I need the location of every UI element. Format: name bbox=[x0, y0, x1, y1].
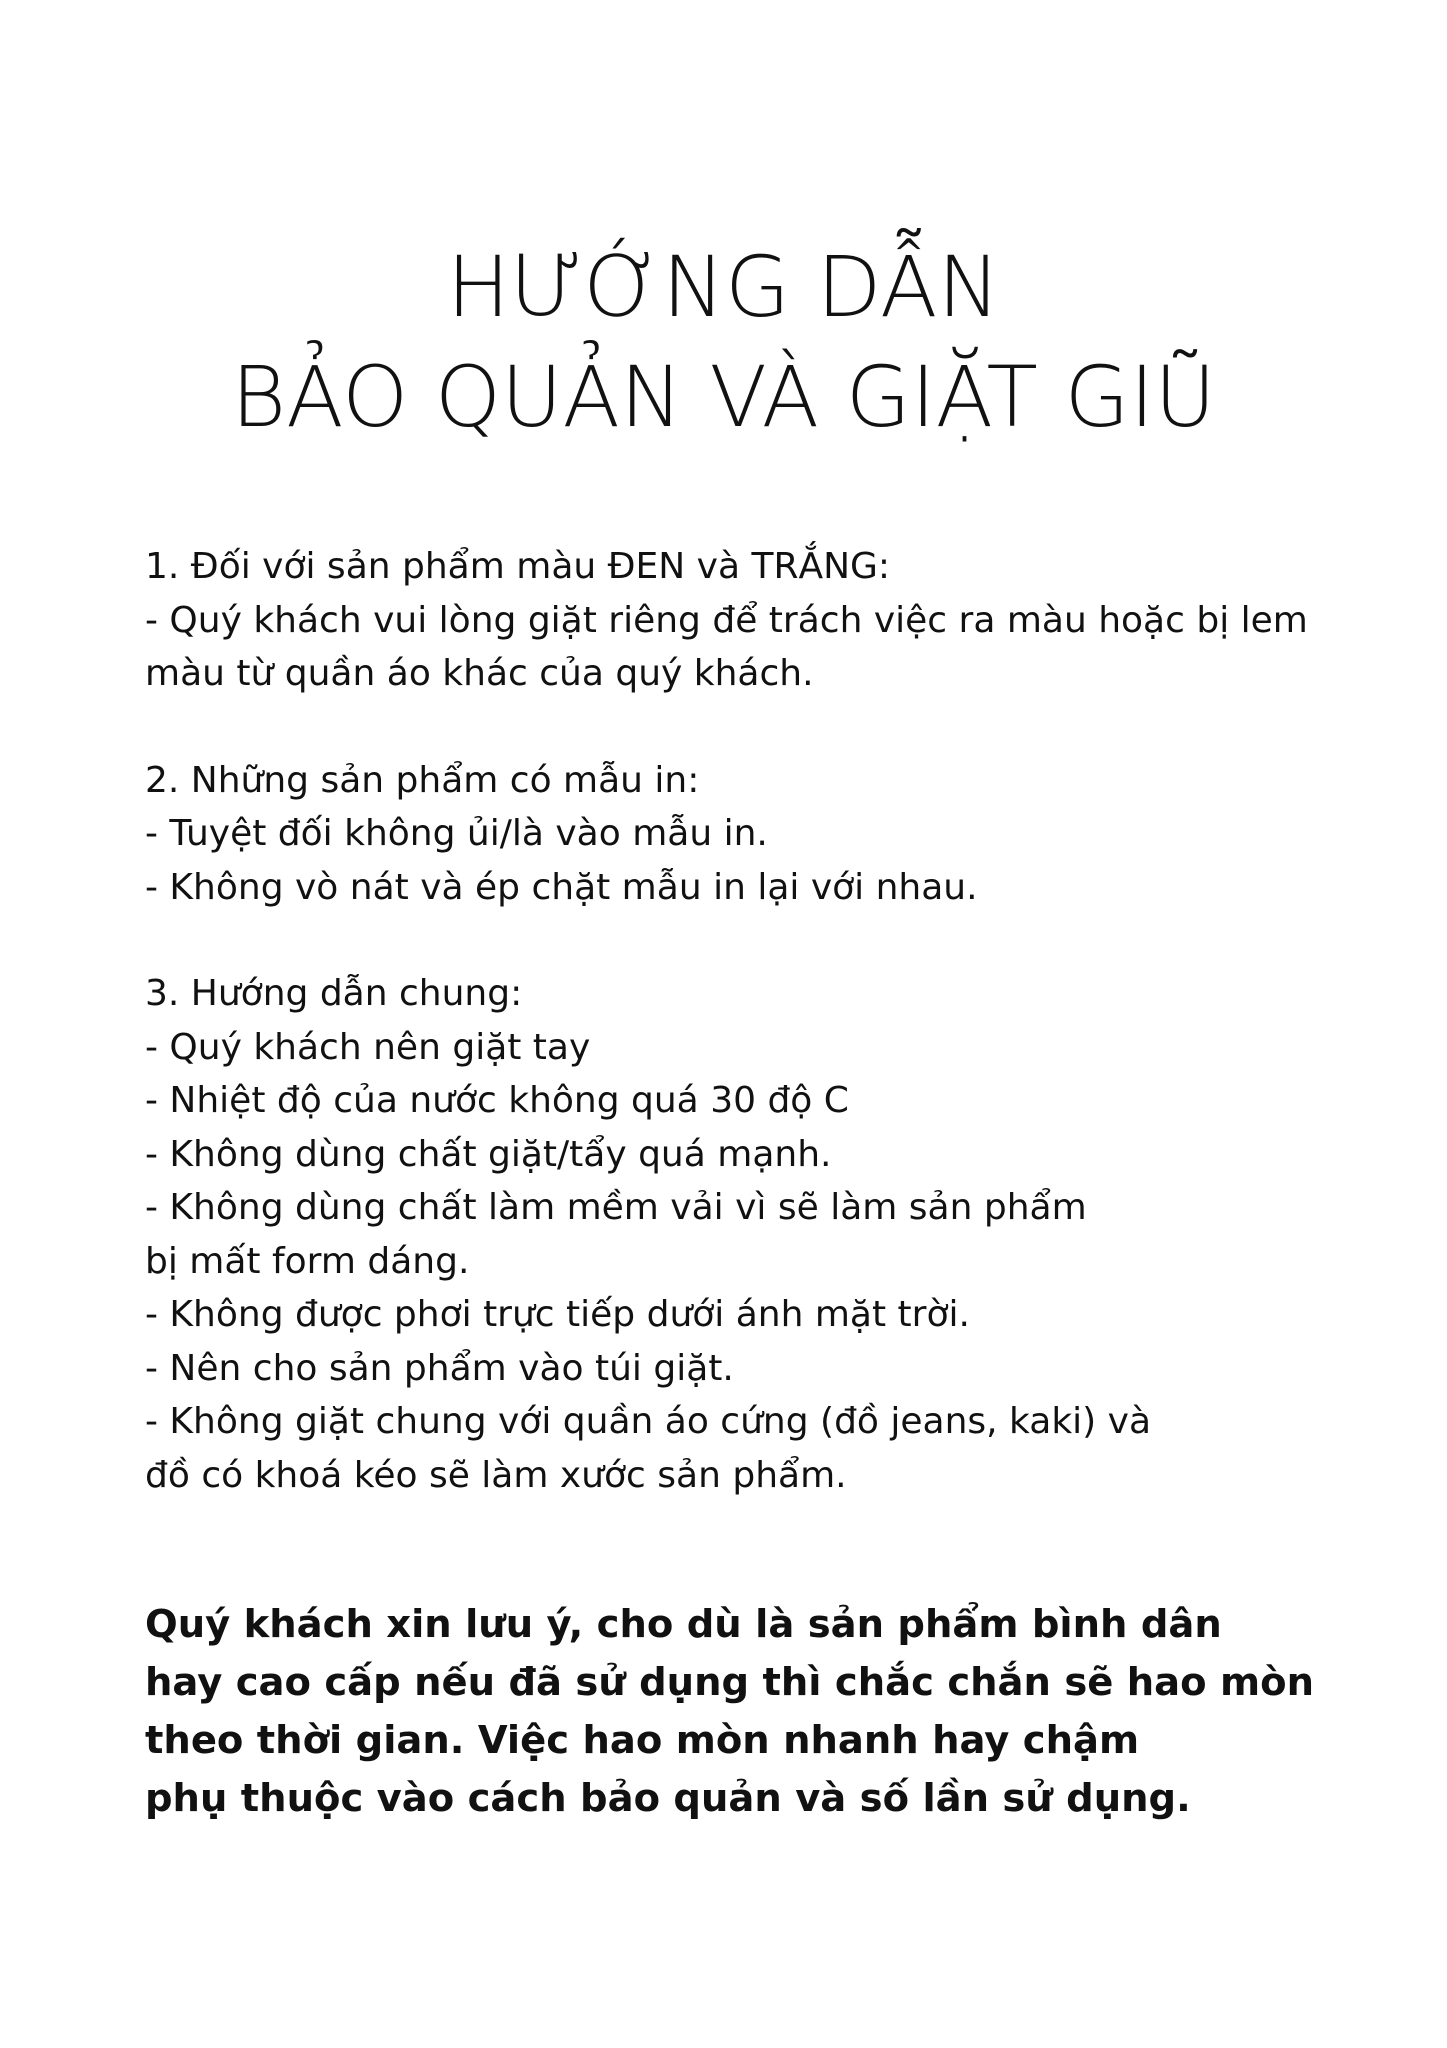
instruction-line: đồ có khoá kéo sẽ làm xước sản phẩm. bbox=[145, 1454, 847, 1496]
instruction-line: - Không giặt chung với quần áo cứng (đồ jeans, kaki) và bbox=[145, 1401, 1152, 1442]
instruction-line: - Nên cho sản phẩm vào túi giặt. bbox=[145, 1347, 734, 1389]
instruction-line: - Quý khách vui lòng giặt riêng để trách việc ra màu hoặc bị lem bbox=[145, 599, 1308, 641]
page-title bbox=[0, 232, 1447, 452]
instruction-line: bị mất form dáng. bbox=[145, 1240, 470, 1282]
instruction-line: - Không được phơi trực tiếp dưới ánh mặt trời. bbox=[145, 1294, 970, 1335]
instructions-body bbox=[145, 540, 1345, 1555]
note-line: Quý khách xin lưu ý, cho dù là sản phẩm bình dân bbox=[145, 1602, 1222, 1647]
important-note bbox=[145, 1596, 1345, 1828]
section-printed-products bbox=[145, 754, 1345, 915]
section-heading: 2. Những sản phẩm có mẫu in: bbox=[145, 759, 700, 801]
section-general-guide bbox=[145, 967, 1345, 1502]
note-line: phụ thuộc vào cách bảo quản và số lần sử dụng. bbox=[145, 1776, 1191, 1821]
instruction-line: màu từ quần áo khác của quý khách. bbox=[145, 653, 814, 694]
section-heading: 1. Đối với sản phẩm màu ĐEN và TRẮNG: bbox=[145, 546, 891, 587]
instruction-line: - Không vò nát và ép chặt mẫu in lại với nhau. bbox=[145, 866, 978, 908]
title-line-2: BẢO QUẢN VÀ GIẶT GIŨ bbox=[231, 348, 1216, 446]
section-heading: 3. Hướng dẫn chung: bbox=[145, 973, 523, 1014]
instruction-line: - Nhiệt độ của nước không quá 30 độ C bbox=[145, 1080, 849, 1121]
title-line-1: HƯỚNG DẪN bbox=[446, 238, 1001, 336]
instruction-line: - Không dùng chất làm mềm vải vì sẽ làm sản phẩm bbox=[145, 1187, 1087, 1228]
instruction-line: - Tuyệt đối không ủi/là vào mẫu in. bbox=[145, 813, 768, 854]
note-line: theo thời gian. Việc hao mòn nhanh hay chậm bbox=[145, 1718, 1140, 1763]
note-line: hay cao cấp nếu đã sử dụng thì chắc chắn sẽ hao mòn bbox=[145, 1660, 1314, 1705]
section-black-white-products bbox=[145, 540, 1345, 701]
instruction-line: - Quý khách nên giặt tay bbox=[145, 1026, 591, 1068]
instruction-line: - Không dùng chất giặt/tẩy quá mạnh. bbox=[145, 1133, 832, 1175]
